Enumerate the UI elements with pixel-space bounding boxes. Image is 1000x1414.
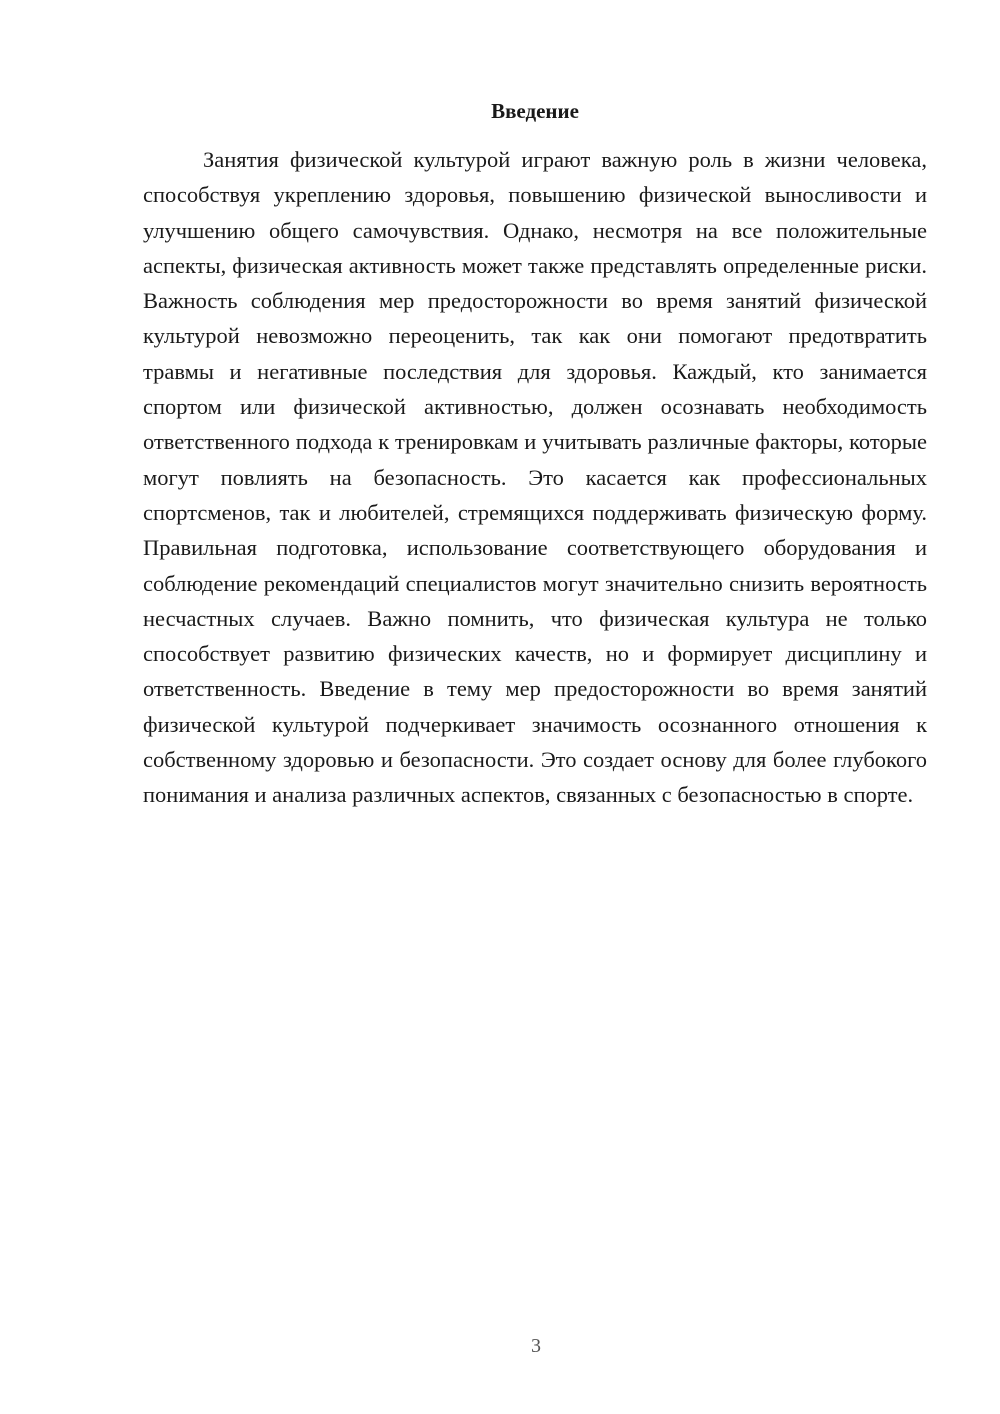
- intro-paragraph: Занятия физической культурой играют важную роль в жизни человека, способствуя укреплению здоровья, повышению физической выносливости и улучшению общего самочувствия. Однако, несмотря на все положительные аспекты, физическая активность может также представлять определенные риски. Важность соблюдения мер предосторожности во время занятий физической культурой невозможно переоценить, так как они помогают предотвратить травмы и негативные последствия для здоровья. Каждый, кто занимается спортом или физической активностью, должен осознавать необходимость ответственного подхода к тренировкам и учитывать различные факторы, которые могут повлиять на безопасность. Это касается как профессиональных спортсменов, так и любителей, стремящихся поддерживать физическую форму. Правильная подготовка, использование соответствующего оборудования и соблюдение рекомендаций специалистов могут значительно снизить вероятность несчастных случаев. Важно помнить, что физическая культура не только способствует развитию физических качеств, но и формирует дисциплину и ответственность. Введение в тему мер предосторожности во время занятий физической культурой подчеркивает значимость осознанного отношения к собственному здоровью и безопасности. Это создает основу для более глубокого понимания и анализа различных аспектов, связанных с безопасностью в спорте.: [143, 147, 927, 808]
- page-number: 3: [531, 1335, 541, 1357]
- section-heading: Введение: [491, 99, 579, 123]
